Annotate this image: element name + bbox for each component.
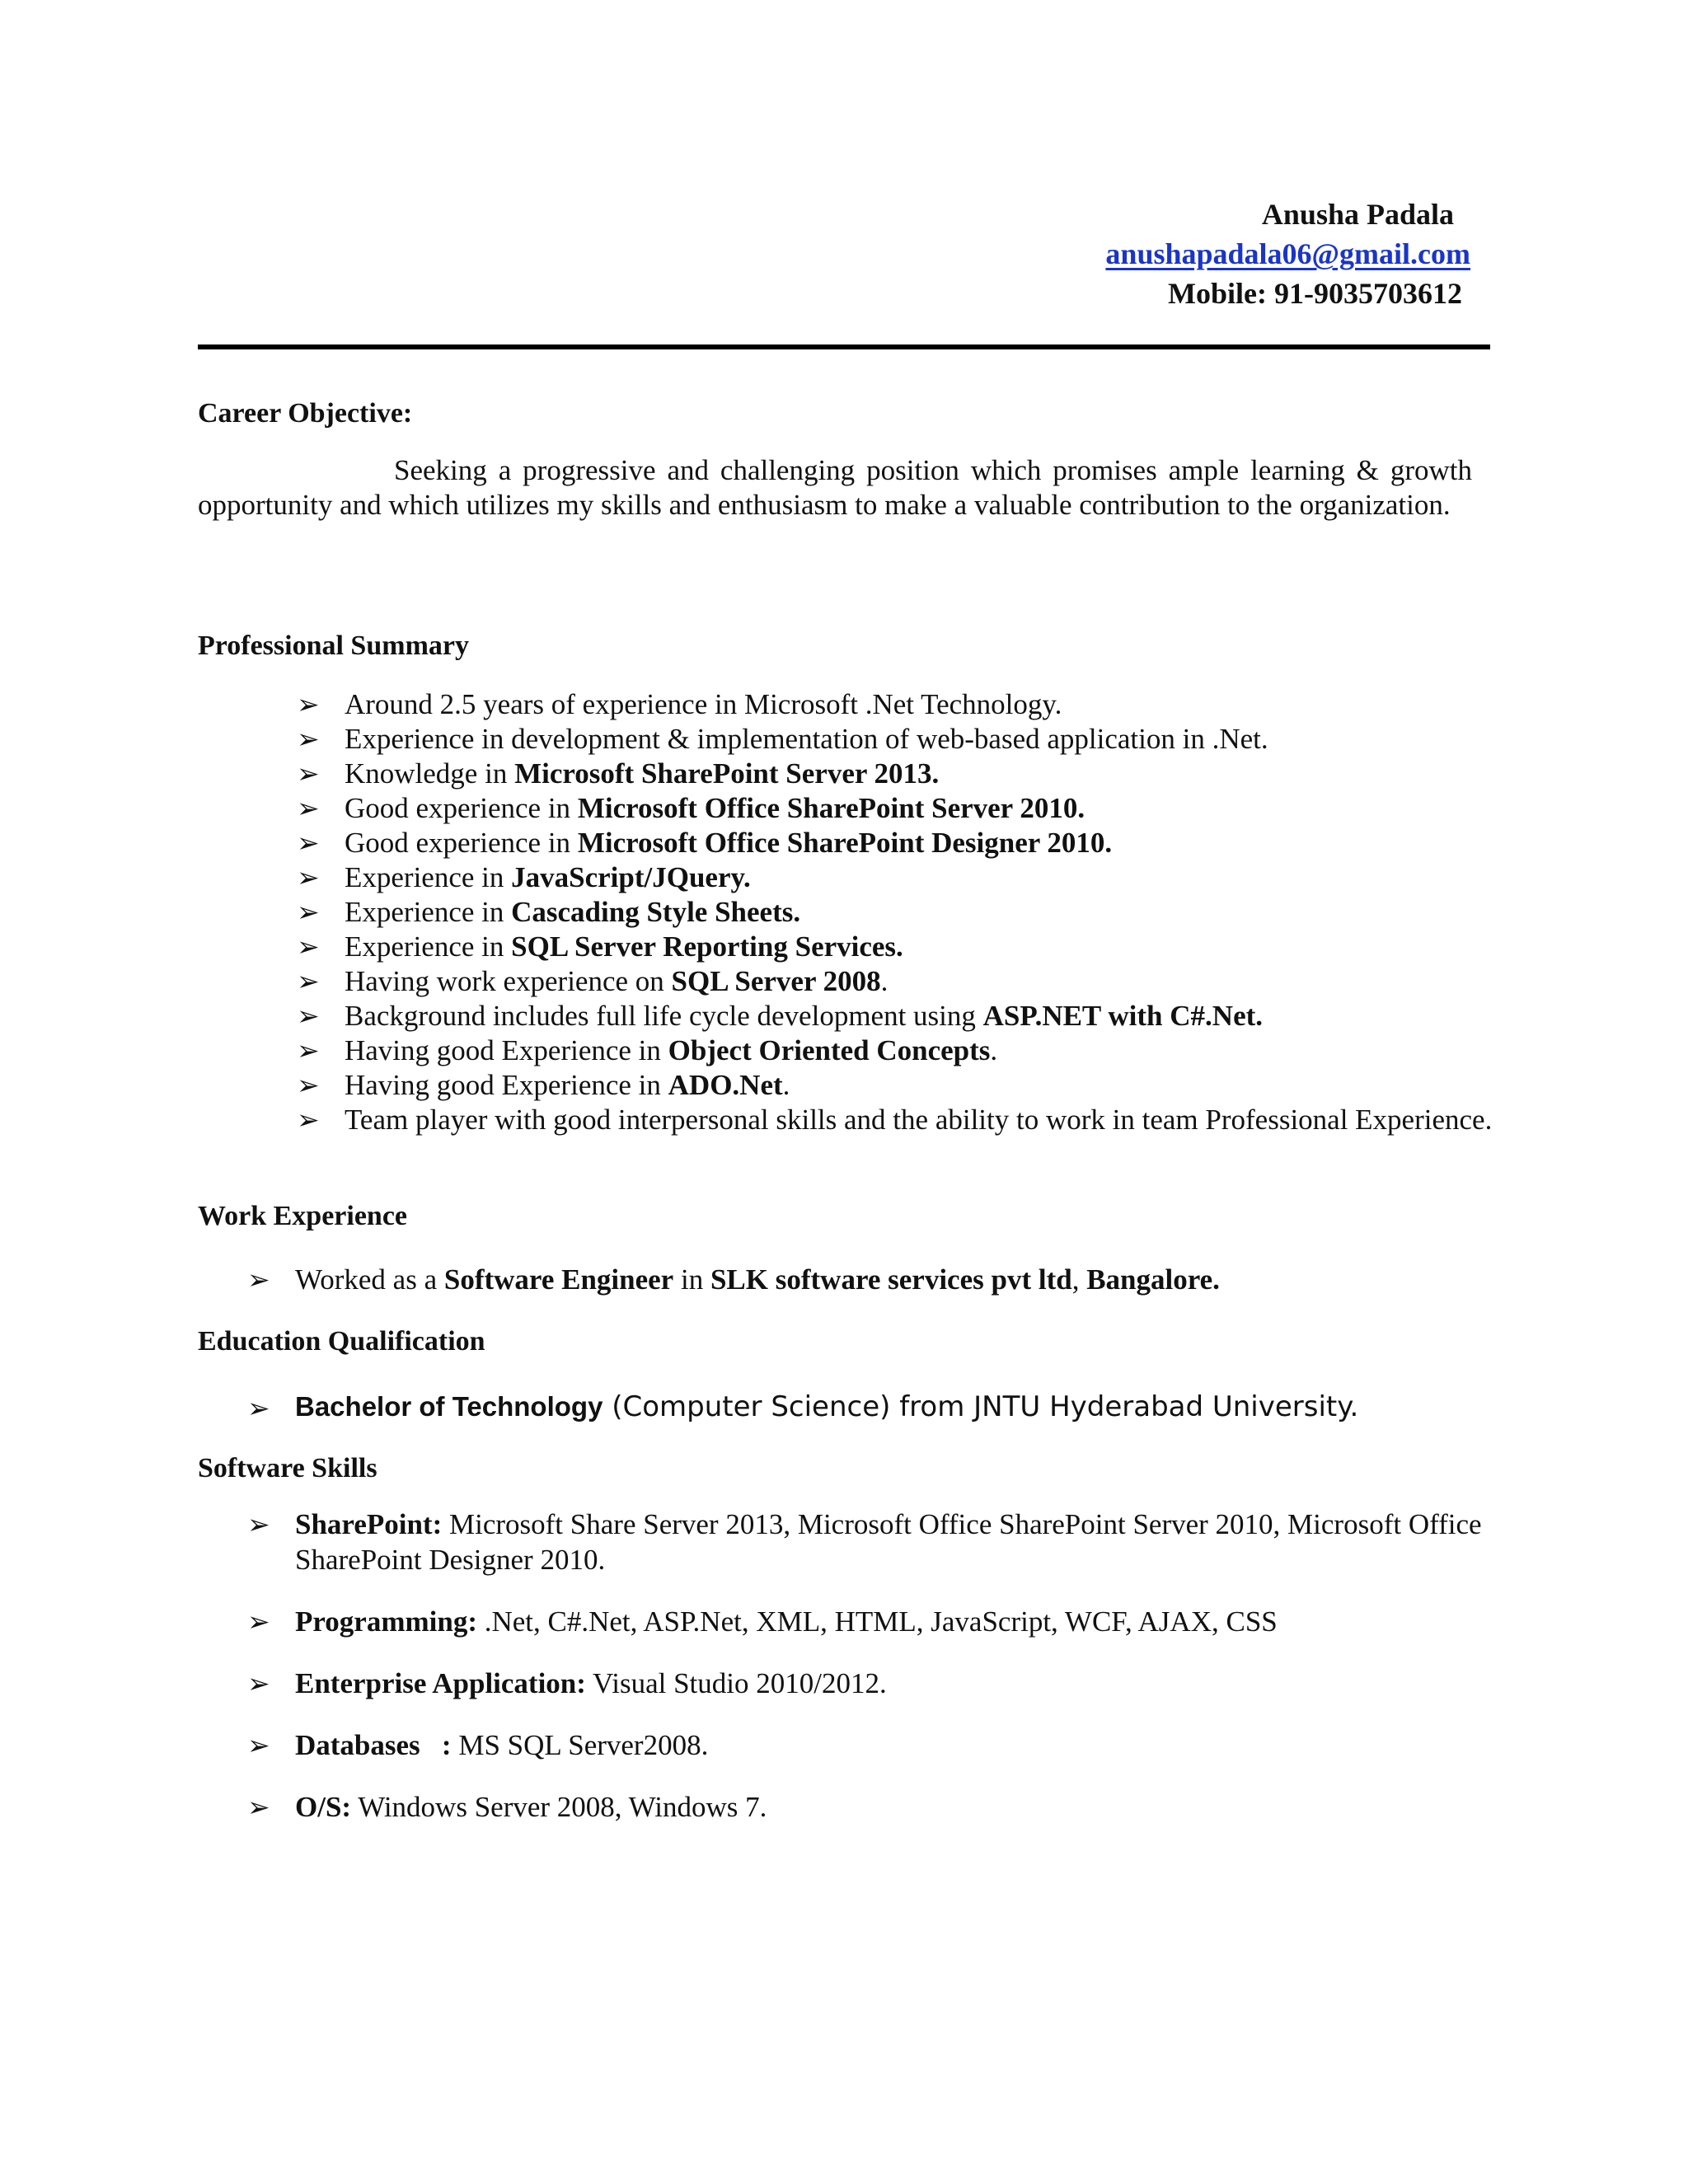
company-name: SLK software services pvt ltd [710,1263,1072,1296]
header-divider [198,344,1490,349]
work-experience-list [247,1261,1220,1299]
list-item: ➢ SharePoint: Microsoft Share Server 2013, Microsoft Office SharePoint Server 2010, Microsoft Office SharePoint Designer 2010. [247,1508,1482,1576]
list-item: ➢ Worked as a Software Engineer in SLK software services pvt ltd, Bangalore. [247,1261,1220,1299]
education-title: Education Qualification [198,1326,485,1357]
list-item: ➢ Enterprise Application: Visual Studio 2010/2012. [247,1667,887,1699]
arrow-bullet-icon: ➢ [247,1263,270,1296]
arrow-bullet-icon: ➢ [297,757,320,790]
candidate-name: Anusha Padala [1261,198,1454,231]
list-item: ➢ Knowledge in Microsoft SharePoint Server 2013. [297,757,940,790]
arrow-bullet-icon: ➢ [247,1508,270,1540]
email-link[interactable]: anushapadala06@gmail.com [1105,237,1470,270]
software-skills-title: Software Skills [198,1453,377,1483]
list-item: ➢ Having good Experience in Object Oriented Concepts. [297,1034,998,1066]
list-item: ➢ Around 2.5 years of experience in Microsoft .Net Technology. [297,688,1062,720]
list-item [247,1386,1358,1427]
list-item: ➢ Good experience in Microsoft Office SharePoint Server 2010. [297,792,1085,824]
software-skills-list [247,1507,1484,1851]
arrow-bullet-icon: ➢ [297,688,320,720]
company-city: Bangalore. [1086,1263,1220,1296]
arrow-bullet-icon: ➢ [297,930,320,963]
job-role: Software Engineer [443,1263,674,1296]
arrow-bullet-icon: ➢ [247,1791,270,1823]
degree-detail: (Computer Science) from JNTU Hyderabad University. [603,1390,1359,1423]
arrow-bullet-icon: ➢ [247,1605,270,1638]
arrow-bullet-icon: ➢ [297,1034,320,1066]
list-item: ➢ Experience in development & implementation of web-based application in .Net. [297,723,1268,755]
arrow-bullet-icon: ➢ [297,723,320,755]
arrow-bullet-icon: ➢ [297,827,320,859]
arrow-bullet-icon: ➢ [297,1000,320,1032]
list-item: ➢ Programming: .Net, C#.Net, ASP.Net, XML, HTML, JavaScript, WCF, AJAX, CSS [247,1605,1278,1638]
list-item: ➢ Experience in SQL Server Reporting Services. [297,930,903,963]
career-objective-text: Seeking a progressive and challenging position which promises ample learning & growth opportunity and which utilizes my skills and enthusiasm to make a valuable contribution to the organization. [198,454,1472,521]
list-item: ➢ Databases : MS SQL Server2008. [247,1729,709,1761]
list-item: ➢ O/S: Windows Server 2008, Windows 7. [247,1791,767,1823]
degree-name: Bachelor of Technology [295,1391,603,1422]
arrow-bullet-icon: ➢ [297,792,320,824]
list-item: ➢ Having work experience on SQL Server 2008. [297,965,889,997]
mobile-label: Mobile: [1168,277,1267,310]
arrow-bullet-icon: ➢ [297,861,320,893]
list-item: ➢ Experience in JavaScript/JQuery. [297,861,751,893]
arrow-bullet-icon: ➢ [247,1729,270,1761]
arrow-bullet-icon: ➢ [297,965,320,997]
career-objective-title: Career Objective: [198,398,413,429]
arrow-bullet-icon: ➢ [297,896,320,928]
list-item: ➢ Team player with good interpersonal skills and the ability to work in team Professional Experience. [297,1104,1493,1136]
work-experience-title: Work Experience [198,1201,408,1231]
mobile-number [1168,274,1462,313]
list-item: ➢ Good experience in Microsoft Office SharePoint Designer 2010. [297,827,1113,859]
professional-summary-list [297,687,1500,1137]
arrow-bullet-icon: ➢ [247,1667,270,1699]
arrow-bullet-icon: ➢ [247,1392,270,1424]
arrow-bullet-icon: ➢ [297,1104,320,1136]
education-list [247,1386,1358,1427]
list-item: ➢ Having good Experience in ADO.Net. [297,1069,790,1101]
mobile-value: 91-9035703612 [1274,277,1462,310]
professional-summary-title: Professional Summary [198,630,469,661]
arrow-bullet-icon: ➢ [297,1069,320,1101]
list-item: ➢ Background includes full life cycle development using ASP.NET with C#.Net. [297,1000,1264,1032]
list-item: ➢ Experience in Cascading Style Sheets. [297,896,801,928]
